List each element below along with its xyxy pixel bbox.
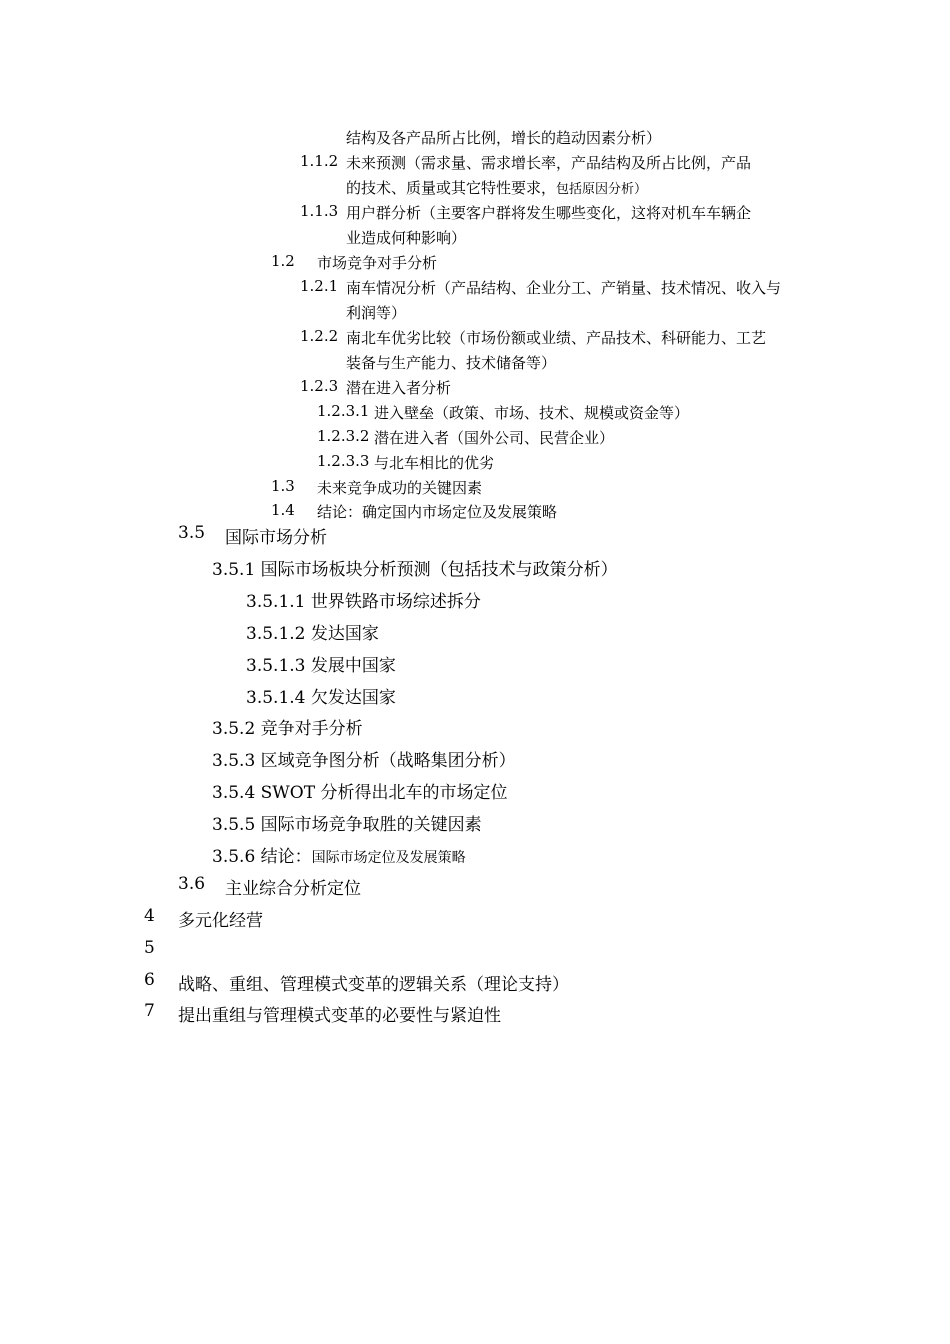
outline-num: 1.3 bbox=[271, 477, 295, 495]
outline-line: 3.5.5 国际市场竞争取胜的关键因素 bbox=[212, 815, 482, 835]
outline-line: 未来竞争成功的关键因素 bbox=[317, 479, 483, 497]
outline-num: 1.2.3.3 bbox=[317, 452, 370, 470]
outline-line: 3.5.1.1 世界铁路市场综述拆分 bbox=[246, 592, 481, 612]
outline-line: 的技术、质量或其它特性要求，包括原因分析） bbox=[346, 179, 648, 197]
outline-num: 1.1.3 bbox=[300, 202, 339, 220]
outline-num: 6 bbox=[144, 970, 155, 990]
section-heading: 国际市场分析 bbox=[225, 528, 327, 548]
outline-line: 3.5.3 区域竞争图分析（战略集团分析） bbox=[212, 751, 516, 771]
outline-num: 1.2.3.2 bbox=[317, 427, 370, 445]
section-heading: 主业综合分析定位 bbox=[225, 879, 361, 899]
outline-line: 南北车优劣比较（市场份额或业绩、产品技术、科研能力、工艺 bbox=[346, 329, 767, 347]
outline-line: 3.5.1.3 发展中国家 bbox=[246, 656, 396, 676]
outline-num: 1.2 bbox=[271, 252, 295, 270]
outline-line: 装备与生产能力、技术储备等） bbox=[346, 354, 557, 372]
outline-line: 3.5.6 结论：国际市场定位及发展策略 bbox=[212, 847, 466, 867]
chapter-heading: 提出重组与管理模式变革的必要性与紧迫性 bbox=[178, 1006, 501, 1026]
outline-line: 3.5.1 国际市场板块分析预测（包括技术与政策分析） bbox=[212, 560, 618, 580]
outline-line: 3.5.1.2 发达国家 bbox=[246, 624, 379, 644]
chapter-heading: 多元化经营 bbox=[178, 911, 263, 931]
outline-num: 1.2.1 bbox=[300, 277, 339, 295]
outline-num: 1.2.2 bbox=[300, 327, 339, 345]
outline-line: 3.5.2 竞争对手分析 bbox=[212, 719, 363, 739]
outline-line: 利润等） bbox=[346, 304, 407, 322]
outline-line: 结构及各产品所占比例，增长的趋动因素分析） bbox=[346, 129, 662, 147]
chapter-heading: 战略、重组、管理模式变革的逻辑关系（理论支持） bbox=[178, 975, 569, 995]
outline-line: 市场竞争对手分析 bbox=[317, 254, 438, 272]
outline-line: 业造成何种影响） bbox=[346, 229, 467, 247]
outline-line: 进入壁垒（政策、市场、技术、规模或资金等） bbox=[374, 404, 690, 422]
outline-line: 3.5.4 SWOT 分析得出北车的市场定位 bbox=[212, 783, 508, 803]
outline-num: 1.4 bbox=[271, 501, 295, 519]
outline-num: 1.2.3.1 bbox=[317, 402, 370, 420]
outline-line: 未来预测（需求量、需求增长率，产品结构及所占比例，产品 bbox=[346, 154, 752, 172]
outline-num: 1.1.2 bbox=[300, 152, 339, 170]
outline-line: 结论：确定国内市场定位及发展策略 bbox=[317, 503, 558, 521]
outline-num: 1.2.3 bbox=[300, 377, 339, 395]
outline-num: 5 bbox=[144, 938, 155, 958]
outline-num: 4 bbox=[144, 906, 155, 926]
outline-num: 7 bbox=[144, 1001, 155, 1021]
outline-line: 用户群分析（主要客户群将发生哪些变化，这将对机车车辆企 bbox=[346, 204, 752, 222]
outline-line: 潜在进入者分析 bbox=[346, 379, 452, 397]
outline-line: 潜在进入者（国外公司、民营企业） bbox=[374, 429, 615, 447]
outline-line: 与北车相比的优劣 bbox=[374, 454, 495, 472]
outline-line: 3.5.1.4 欠发达国家 bbox=[246, 688, 396, 708]
outline-num: 3.5 bbox=[178, 523, 206, 543]
outline-line: 南车情况分析（产品结构、企业分工、产销量、技术情况、收入与 bbox=[346, 279, 782, 297]
outline-num: 3.6 bbox=[178, 874, 206, 894]
